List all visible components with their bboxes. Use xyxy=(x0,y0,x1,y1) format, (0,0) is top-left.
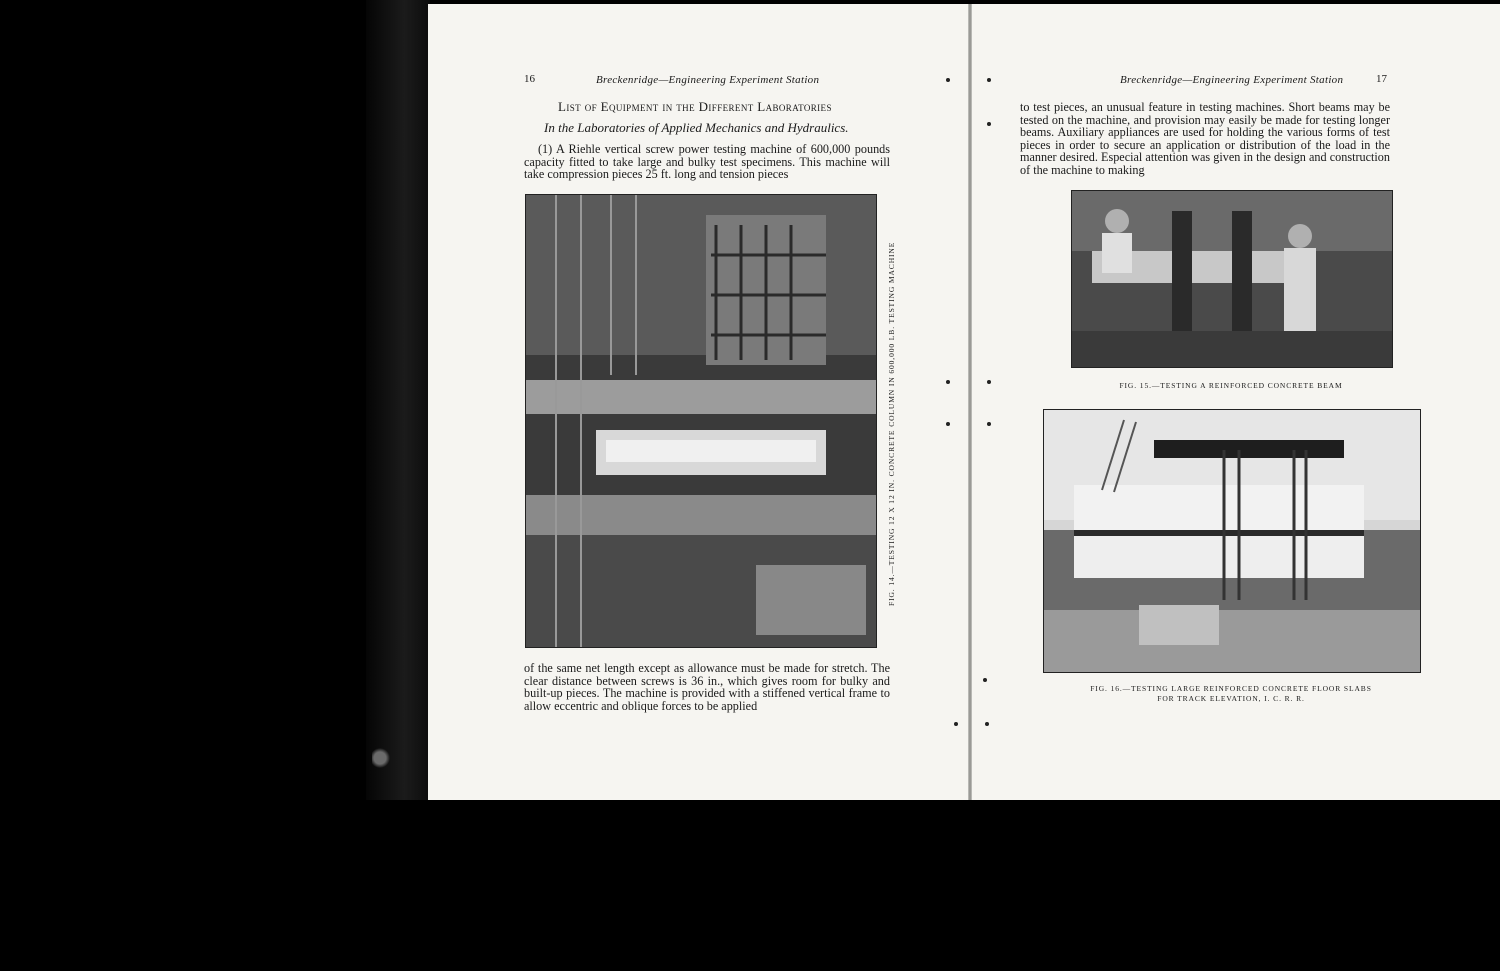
left-page xyxy=(428,0,968,796)
binding-dot xyxy=(987,380,991,384)
binding-dot xyxy=(983,678,987,682)
paragraph-top: (1) A Riehle vertical screw power testing machine of 600,000 pounds capacity fitted to take large and bulky test specimens. This machine will take compression pieces 25 ft. long and tension pieces xyxy=(524,142,890,182)
testing-machine-photo xyxy=(526,195,876,647)
figure-16-photo xyxy=(1043,409,1421,673)
running-head: Breckenridge—Engineering Experiment Station xyxy=(1120,74,1344,86)
paragraph-bottom: of the same net length except as allowance must be made for stretch. The clear distance between screws is 36 in., which gives room for bulky and built-up pieces. The machine is provided with a stiffened vertical frame to allow eccentric and oblique forces to be applied xyxy=(524,661,890,713)
binding-dot xyxy=(954,722,958,726)
binding-mark xyxy=(372,748,412,798)
binding-dot xyxy=(946,380,950,384)
figure-16-caption-line2: FOR TRACK ELEVATION, I. C. R. R. xyxy=(1157,694,1305,703)
figure-15-caption: FIG. 15.—TESTING A REINFORCED CONCRETE BEAM xyxy=(1119,381,1343,390)
right-page xyxy=(972,0,1500,796)
section-subheading: In the Laboratories of Applied Mechanics and Hydraulics. xyxy=(544,120,849,135)
binding-dot xyxy=(987,422,991,426)
floor-slabs-photo xyxy=(1044,410,1420,672)
binding-dot xyxy=(946,78,950,82)
figure-16-caption-line1: FIG. 16.—TESTING LARGE REINFORCED CONCRETE FLOOR SLABS xyxy=(1090,684,1372,693)
page-number: 17 xyxy=(1376,73,1387,85)
running-head: Breckenridge—Engineering Experiment Station xyxy=(596,74,820,86)
concrete-beam-photo xyxy=(1072,191,1392,367)
figure-14-caption: FIG. 14.—TESTING 12 X 12 IN. CONCRETE COLUMN IN 600,000 LB. TESTING MACHINE xyxy=(887,241,896,606)
binding-dot xyxy=(987,122,991,126)
figure-14-photo xyxy=(525,194,877,648)
binding-dot xyxy=(946,422,950,426)
book-spine-edge xyxy=(366,0,430,800)
paragraph-top: to test pieces, an unusual feature in testing machines. Short beams may be tested on the machine, and provision may easily be made for testing longer beams. Auxiliary appliances are used for holding the various forms of test pieces in order to secure an application or distribution of the load in the manner desired. Especial attention was given in the design and construction of the machine to making xyxy=(1020,100,1390,177)
binding-dot xyxy=(987,78,991,82)
figure-15-photo xyxy=(1071,190,1393,368)
binding-dot xyxy=(985,722,989,726)
section-heading: List of Equipment in the Different Laboratories xyxy=(558,99,832,114)
page-number: 16 xyxy=(524,73,535,85)
